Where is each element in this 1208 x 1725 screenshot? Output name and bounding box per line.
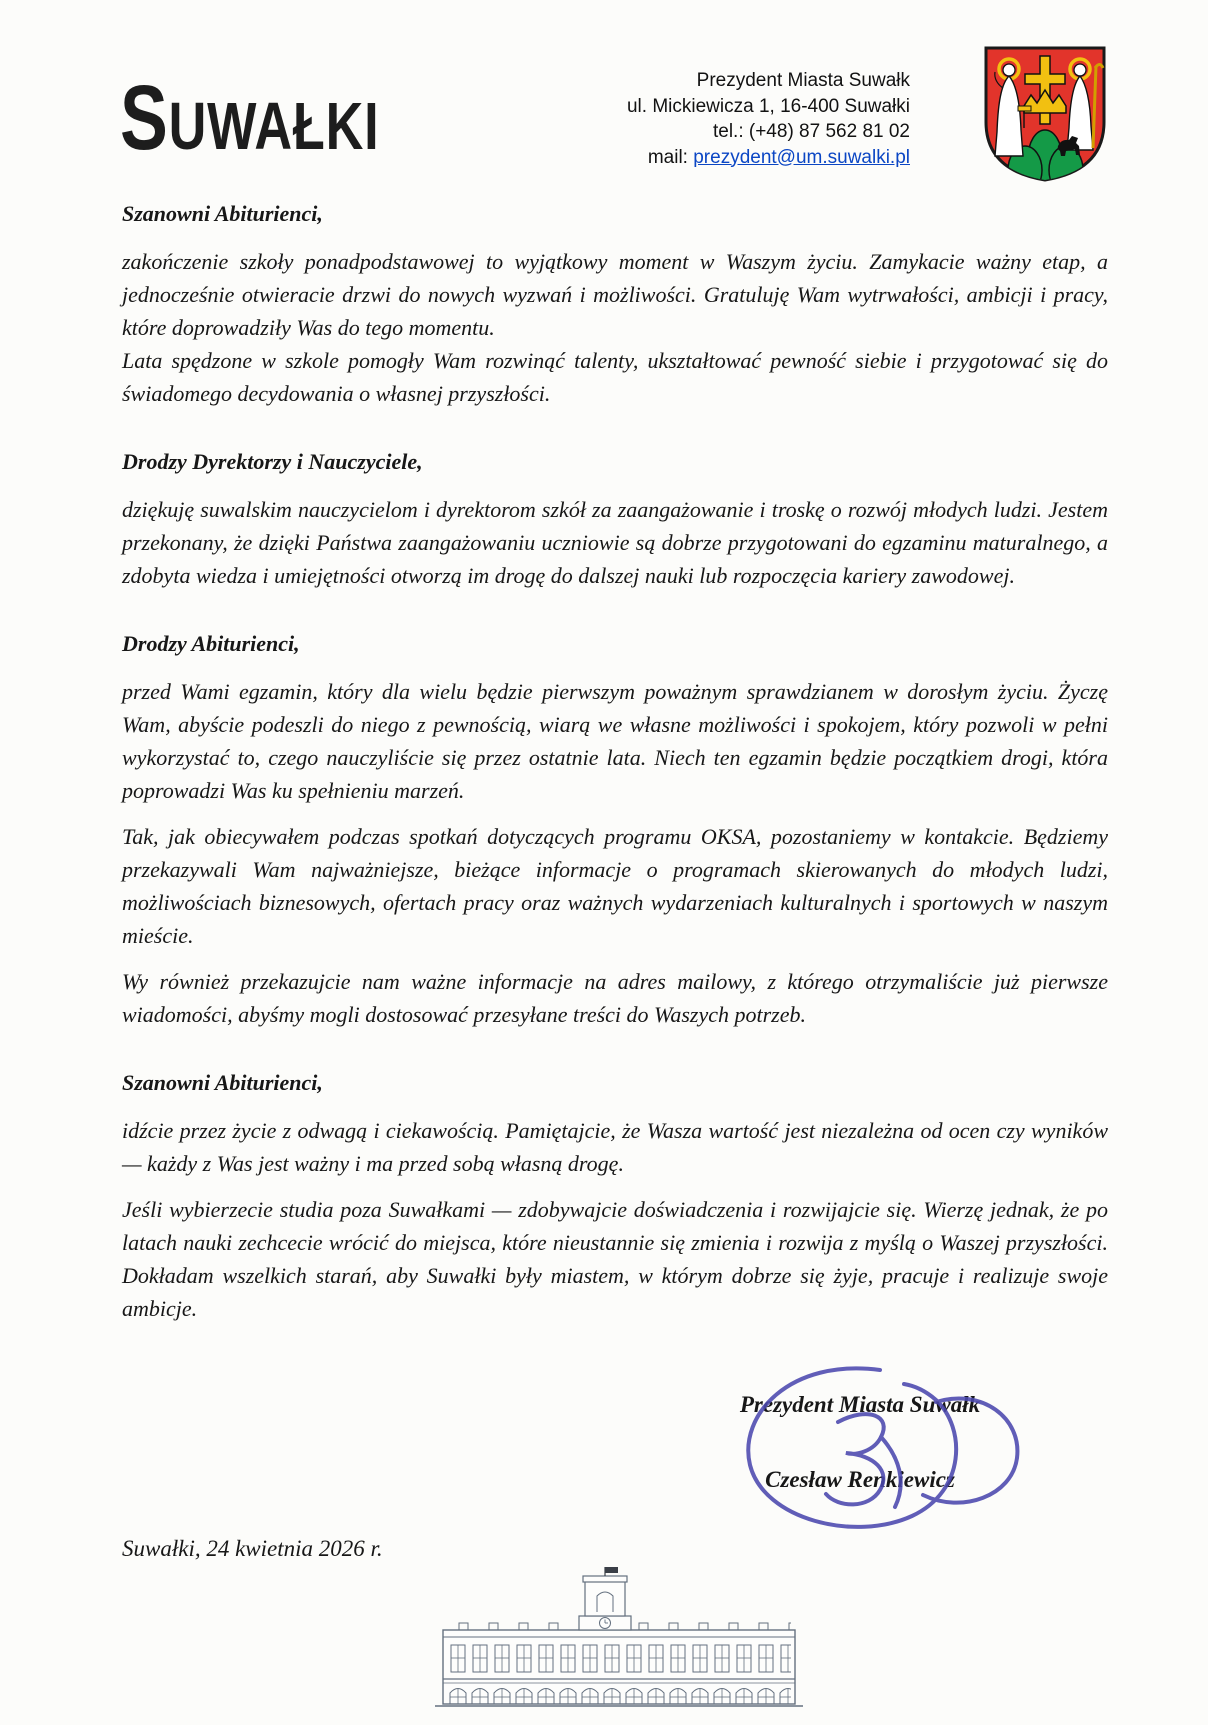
contact-title: Prezydent Miasta Suwałk xyxy=(696,70,910,91)
contact-mail-line xyxy=(627,145,910,171)
town-hall-sketch-icon xyxy=(433,1566,805,1716)
mail-label: mail: xyxy=(647,146,694,168)
contact-phone: tel.: (+48) 87 562 81 02 xyxy=(712,121,910,142)
signature-name: Czesław Renkiewicz xyxy=(765,1467,955,1492)
mail-link[interactable]: prezydent@um.suwalki.pl xyxy=(693,146,910,168)
paragraph-3: dziękuję suwalskim nauczycielom i dyrektorom szkół za zaangażowanie i troskę o rozwój młodych ludzi. Jestem przekonany, że dzięki Państwa zaangażowaniu uczniowie są dobrze przygotowani do egzaminu maturalnego, a zdobyta wiedza i umiejętności otworzą im drogę do dalszej nauki lub rozpoczęcia kariery zawodowej. xyxy=(122,497,1108,588)
city-logo-rest: UWAŁKI xyxy=(168,89,380,164)
paragraph-8: Jeśli wybierzecie studia poza Suwałkami — zdobywajcie doświadczenia i rozwijajcie się. Wierzę jednak, że po latach nauki zechcecie wrócić do miejsca, które nieustannie się zmienia i rozwija z myślą o Waszej przyszłości. Dokładam wszelkich starań, aby Suwałki były miastem, w którym dobrze się żyje, pracuje i realizuje swoje ambicje. xyxy=(122,1197,1108,1321)
city-logo xyxy=(120,67,380,169)
heading-greeting-2: Szanowni Abiturienci, xyxy=(122,1070,323,1095)
paragraph-6: Wy również przekazujcie nam ważne informacje na adres mailowy, z którego otrzymaliście już pierwsze wiadomości, abyśmy mogli dostosować przesyłane treści do Waszych potrzeb. xyxy=(122,969,1108,1027)
paragraph-5: Tak, jak obiecywałem podczas spotkań dotyczących programu OKSA, pozostaniemy w kontakcie. Będziemy przekazywali Wam najważniejsze, bieżące informacje o programach skierowanych do młodych ludzi, możliwościach biznesowych, ofertach pracy oraz ważnych wydarzeniach kulturalnych i sportowych w naszym mieście. xyxy=(122,824,1108,948)
letter-body xyxy=(122,200,1108,1338)
coat-of-arms-icon xyxy=(982,44,1108,184)
signature-block xyxy=(630,1392,1090,1493)
city-logo-initial: S xyxy=(120,67,169,169)
heading-graduates: Drodzy Abiturienci, xyxy=(122,631,300,656)
paragraph-2: Lata spędzone w szkole pomogły Wam rozwinąć talenty, ukształtować pewność siebie i przygotować się do świadomego decydowania o własnej przyszłości. xyxy=(122,348,1108,406)
heading-greeting-1: Szanowni Abiturienci, xyxy=(122,201,323,226)
contact-address: ul. Mickiewicza 1, 16-400 Suwałki xyxy=(626,95,910,117)
contact-block xyxy=(627,68,910,170)
signature-title: Prezydent Miasta Suwałk xyxy=(739,1392,981,1417)
paragraph-4: przed Wami egzamin, który dla wielu będzie pierwszym poważnym sprawdzianem w dorosłym życiu. Życzę Wam, abyście podeszli do niego z pewnością, wiarą we własne możliwości i spokojem, który pozwoli w pełni wykorzystać to, czego nauczyliście się przez ostatnie lata. Niech ten egzamin będzie początkiem drogi, która poprowadzi Was ku spełnieniu marzeń. xyxy=(122,679,1108,803)
paragraph-1: zakończenie szkoły ponadpodstawowej to wyjątkowy moment w Waszym życiu. Zamykacie ważny etap, a jednocześnie otwieracie drzwi do nowych wyzwań i możliwości. Gratuluję Wam wytrwałości, ambicji i pracy, które doprowadziły Was do tego momentu. xyxy=(122,249,1108,340)
dateline: Suwałki, 24 kwietnia 2026 r. xyxy=(122,1536,383,1561)
heading-teachers: Drodzy Dyrektorzy i Nauczyciele, xyxy=(122,449,423,474)
paragraph-7: idźcie przez życie z odwagą i ciekawością. Pamiętajcie, że Wasza wartość jest niezależna od ocen czy wyników — każdy z Was jest ważny i ma przed sobą własną drogę. xyxy=(122,1118,1108,1176)
